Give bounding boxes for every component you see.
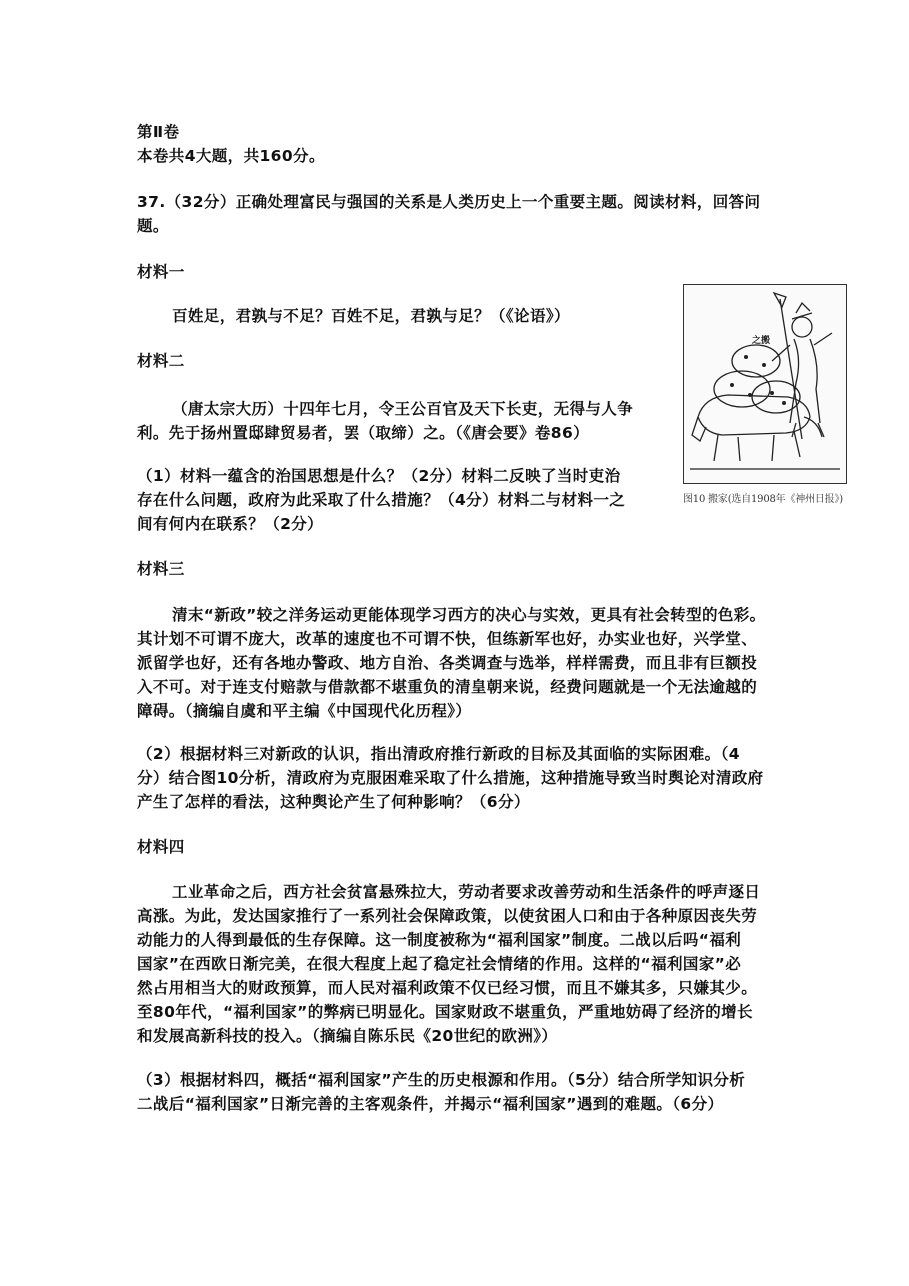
material-4-line-5: 然占用相当大的财政预算，而人民对福利政策不仅已经习惯，而且不嫌其多，只嫌其少。 — [137, 979, 758, 997]
question-intro-line-1: 37.（32分）正确处理富民与强国的关系是人类历史上一个重要主题。阅读材料，回答问 — [137, 193, 761, 211]
question-intro-line-2: 题。 — [137, 217, 169, 235]
material-4-line-7: 和发展高新科技的投入。（摘编自陈乐民《20世纪的欧洲》） — [137, 1027, 558, 1045]
question-1-line-2: 存在什么问题，政府为此采取了什么措施？（4分）材料二与材料一之 — [137, 491, 626, 509]
question-2-line-3: 产生了怎样的看法，这种舆论产生了何种影响？（6分） — [137, 793, 530, 811]
material-3-line-5: 障碍。（摘编自虞和平主编《中国现代化历程》） — [137, 702, 472, 720]
question-2-line-2: 分）结合图10分析，清政府为克服困难采取了什么措施，这种措施导致当时舆论对清政府 — [137, 769, 764, 787]
material-2-title: 材料二 — [137, 352, 185, 370]
material-3-line-4: 入不可。对于连支付赔款与借款都不堪重负的清皇朝来说，经费问题就是一个无法逾越的 — [137, 678, 758, 696]
cartoon-inner-label: 之搬 — [752, 336, 771, 346]
material-1-title: 材料一 — [137, 263, 185, 281]
material-4-line-2: 高涨。为此，发达国家推行了一系列社会保障政策，以使贫困人口和由于各种原因丧失劳 — [137, 907, 758, 925]
material-2-line-2: 利。先于扬州置邸肆贸易者，罢（取缔）之。（《唐会要》卷86） — [137, 424, 590, 442]
question-3-line-1: （3）根据材料四，概括“福利国家”产生的历史根源和作用。（5分）结合所学知识分析 — [137, 1071, 746, 1089]
question-1-line-1: （1）材料一蕴含的治国思想是什么？（2分）材料二反映了当时吏治 — [137, 467, 621, 485]
material-4-line-6: 至80年代，“福利国家”的弊病已明显化。国家财政不堪重负，严重地妨碍了经济的增长 — [137, 1003, 753, 1021]
volume-summary: 本卷共4大题，共160分。 — [137, 147, 325, 165]
figure-caption: 图10 搬家(选自1908年《神州日报》) — [683, 494, 843, 505]
material-4-line-3: 动能力的人得到最低的生存保障。这一制度被称为“福利国家”制度。二战以后吗“福利 — [137, 931, 742, 949]
material-1-text: 百姓足，君孰与不足？百姓不足，君孰与足？（《论语》） — [172, 307, 570, 325]
material-3-line-1: 清末“新政”较之洋务运动更能体现学习西方的决心与实效，更具有社会转型的色彩。 — [172, 606, 766, 624]
material-4-line-1: 工业革命之后，西方社会贫富悬殊拉大，劳动者要求改善劳动和生活条件的呼声逐日 — [172, 883, 761, 901]
material-3-line-2: 其计划不可谓不庞大，改革的速度也不可谓不快，但练新军也好，办实业也好，兴学堂、 — [137, 630, 758, 648]
cartoon-illustration — [684, 285, 846, 483]
question-3-line-2: 二战后“福利国家”日渐完善的主客观条件，并揭示“福利国家”遇到的难题。（6分） — [137, 1095, 724, 1113]
material-4-title: 材料四 — [137, 838, 185, 856]
question-1-line-3: 间有何内在联系？（2分） — [137, 515, 324, 533]
cartoon-figure — [683, 284, 847, 484]
question-2-line-1: （2）根据材料三对新政的认识，指出清政府推行新政的目标及其面临的实际困难。（4 — [137, 745, 740, 763]
volume-heading: 第Ⅱ卷 — [137, 123, 180, 141]
material-3-line-3: 派留学也好，还有各地办警政、地方自治、各类调查与选举，样样需费，而且非有巨额投 — [137, 654, 758, 672]
material-3-title: 材料三 — [137, 560, 185, 578]
material-2-line-1: （唐太宗大历）十四年七月，令王公百官及天下长吏，无得与人争 — [172, 400, 634, 418]
material-4-line-4: 国家”在西欧日渐完美，在很大程度上起了稳定社会情绪的作用。这样的“福利国家”必 — [137, 955, 742, 973]
